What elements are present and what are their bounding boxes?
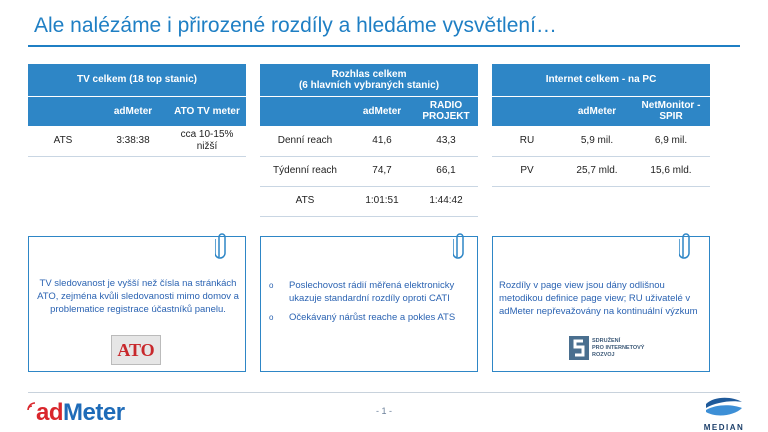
slide-title: Ale nalézáme i přirozené rozdíly a hledáme vysvětlení… bbox=[34, 14, 557, 37]
median-logo-text: MEDIAN bbox=[703, 423, 745, 432]
tv-note-box bbox=[28, 236, 246, 372]
radio-header-line2: PROJEKT bbox=[422, 111, 470, 123]
spir-logo-line2: PRO INTERNETOVÝ bbox=[592, 344, 645, 351]
radio-bullet-text: Očekávaný nárůst reache a pokles ATS bbox=[289, 312, 456, 323]
radio-row-admeter: 74,7 bbox=[350, 156, 414, 186]
internet-header-netmonitor bbox=[632, 96, 710, 126]
title-divider bbox=[28, 45, 740, 47]
radio-row-admeter: 41,6 bbox=[350, 126, 414, 156]
radio-header-line1: RADIO bbox=[429, 100, 463, 112]
internet-row-netmonitor: 15,6 mld. bbox=[632, 156, 710, 186]
radio-row-label: Týdenní reach bbox=[260, 156, 350, 186]
spir-logo bbox=[569, 335, 647, 361]
radio-heading-line1: Rozhlas celkem bbox=[331, 68, 407, 80]
internet-header-line1: NetMonitor - bbox=[641, 100, 701, 112]
ato-logo-text: ATO bbox=[117, 339, 155, 360]
table-row bbox=[28, 126, 246, 156]
radio-row-radioprojekt: 43,3 bbox=[414, 126, 478, 156]
list-item bbox=[269, 279, 473, 305]
tv-row-label: ATS bbox=[28, 126, 98, 156]
list-item bbox=[269, 311, 473, 324]
radio-heading-line2: (6 hlavních vybraných stanic) bbox=[298, 79, 440, 91]
admeter-logo-meter: Meter bbox=[63, 399, 125, 426]
radio-note-box bbox=[260, 236, 478, 372]
radio-header-radioprojekt bbox=[414, 96, 478, 126]
radio-table bbox=[260, 64, 478, 217]
tv-row-admeter: 3:38:38 bbox=[98, 126, 168, 156]
table-row bbox=[260, 126, 478, 156]
radio-table-heading bbox=[260, 64, 478, 96]
internet-row-netmonitor: 6,9 mil. bbox=[632, 126, 710, 156]
radio-bullet-text: Poslechovost rádií měřená elektronicky ukazuje standardní rozdíly oproti CATI bbox=[289, 280, 455, 304]
tv-header-blank bbox=[28, 96, 98, 126]
internet-row-label: PV bbox=[492, 156, 562, 186]
spir-logo-icon bbox=[569, 336, 589, 360]
radio-header-blank bbox=[260, 96, 350, 126]
radio-bullet-list bbox=[269, 279, 473, 324]
radio-row-radioprojekt: 1:44:42 bbox=[414, 186, 478, 216]
radio-row-admeter: 1:01:51 bbox=[350, 186, 414, 216]
paperclip-icon bbox=[215, 231, 229, 259]
radio-row-radioprojekt: 66,1 bbox=[414, 156, 478, 186]
internet-row-admeter: 25,7 mld. bbox=[562, 156, 632, 186]
tv-note-text: TV sledovanost je vyšší než čísla na stránkách ATO, zejména kvůli sledovanosti mimo domov a problematice registrace účastníků panelu. bbox=[37, 278, 239, 315]
internet-row-admeter: 5,9 mil. bbox=[562, 126, 632, 156]
table-row bbox=[492, 126, 710, 156]
internet-table-heading: Internet celkem - na PC bbox=[492, 64, 710, 96]
paperclip-icon bbox=[679, 231, 693, 259]
page-number: - 1 - bbox=[375, 406, 392, 416]
tv-header-admeter: adMeter bbox=[98, 96, 168, 126]
internet-header-blank bbox=[492, 96, 562, 126]
table-row bbox=[260, 156, 478, 186]
median-logo-icon bbox=[704, 396, 744, 418]
internet-note-box bbox=[492, 236, 710, 372]
footer-divider bbox=[28, 392, 740, 393]
spir-logo-line3: ROZVOJ bbox=[592, 351, 615, 358]
bullet-icon: o bbox=[269, 281, 274, 290]
median-logo bbox=[698, 396, 750, 432]
spir-logo-line1: SDRUŽENÍ bbox=[592, 337, 621, 344]
ato-logo bbox=[111, 335, 161, 365]
radio-row-label: ATS bbox=[260, 186, 350, 216]
radio-row-label: Denní reach bbox=[260, 126, 350, 156]
radio-header-admeter: adMeter bbox=[350, 96, 414, 126]
table-row bbox=[260, 186, 478, 216]
tv-table-heading: TV celkem (18 top stanic) bbox=[28, 64, 246, 96]
admeter-logo bbox=[26, 398, 125, 428]
paperclip-icon bbox=[453, 231, 467, 259]
internet-note-text: Rozdíly v page view jsou dány odlišnou metodikou definice page view; RU uživatelé v adMeter nepřevažovány na kontinuální výzkum bbox=[499, 280, 698, 317]
internet-header-admeter: adMeter bbox=[562, 96, 632, 126]
internet-table bbox=[492, 64, 710, 187]
internet-header-line2: SPIR bbox=[659, 111, 683, 123]
bullet-icon: o bbox=[269, 313, 274, 322]
tv-header-ato: ATO TV meter bbox=[168, 96, 246, 126]
tv-table bbox=[28, 64, 246, 157]
internet-row-label: RU bbox=[492, 126, 562, 156]
tv-row-ato: cca 10-15% nižší bbox=[168, 126, 246, 156]
table-row bbox=[492, 156, 710, 186]
admeter-logo-ad: ad bbox=[36, 399, 64, 426]
